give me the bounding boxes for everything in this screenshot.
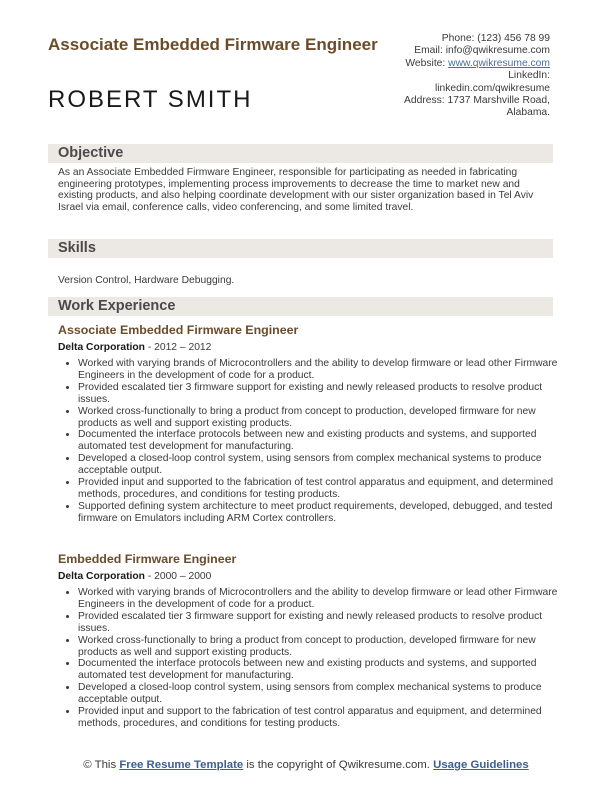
footer-middle: is the copyright of Qwikresume.com. bbox=[243, 759, 434, 771]
job-1-title: Associate Embedded Firmware Engineer bbox=[58, 323, 299, 337]
job-1-company-line bbox=[58, 342, 211, 353]
contact-email bbox=[320, 45, 550, 57]
job-2-title: Embedded Firmware Engineer bbox=[58, 552, 237, 566]
objective-section-header bbox=[48, 144, 553, 163]
address-label: Address: bbox=[404, 95, 445, 107]
skills-text: Version Control, Hardware Debugging. bbox=[58, 275, 235, 286]
list-item: • Worked cross-functionally to bring a product from concept to production, developed firmware for new products as well and support existing products. bbox=[78, 635, 572, 659]
objective-text: As an Associate Embedded Firmware Engineer, responsible for participating as needed in fabricating engineering prototypes, implementing process improvements to decrease the time to market new and existing products, and also helping coordinate development with our sister organization based in Tel Aviv Israel via email, conference calls, video conferencing, and some limited travel. bbox=[58, 167, 534, 213]
website-label: Website: bbox=[405, 57, 446, 69]
list-item: • Developed a closed-loop control system, using sensors from complex mechanical systems to produce acceptable output. bbox=[78, 453, 572, 477]
website-link[interactable]: www.qwikresume.com bbox=[448, 57, 550, 69]
list-item: • Provided input and supported to the fabrication of test control apparatus and equipment, and determined methods, procedures, and conditions for testing products. bbox=[78, 477, 572, 501]
phone-label: Phone: bbox=[441, 33, 475, 44]
job-2-bullets bbox=[58, 587, 572, 730]
skills-heading: Skills bbox=[58, 240, 96, 256]
objective-heading: Objective bbox=[58, 145, 124, 161]
candidate-name: ROBERT SMITH bbox=[48, 86, 253, 113]
job-2-company-line bbox=[58, 571, 211, 582]
usage-guidelines-link[interactable]: Usage Guidelines bbox=[433, 759, 529, 771]
copyright-footer bbox=[48, 758, 564, 772]
linkedin-value: linkedin.com/qwikresume bbox=[434, 82, 550, 94]
list-item: • Provided escalated tier 3 firmware support for existing and newly released products to resolve product issues. bbox=[78, 611, 572, 635]
list-item: • Developed a closed-loop control system, using sensors from complex mechanical systems to produce acceptable output. bbox=[78, 682, 572, 706]
list-item: • Documented the interface protocols between new and existing products and systems, and supported automated test development for manufacturing. bbox=[78, 429, 572, 453]
experience-heading: Work Experience bbox=[58, 298, 176, 314]
list-item: • Supported defining system architecture to meet product requirements, developed, debugged, and tested firmware on Emulators including ARM Cortex controllers. bbox=[78, 501, 572, 525]
email-value: info@qwikresume.com bbox=[445, 45, 550, 57]
job-2-company: Delta Corporation bbox=[58, 571, 145, 582]
skills-section-header bbox=[48, 239, 553, 258]
list-item: • Provided input and support to the fabrication of test control apparatus and equipment, and determined methods, procedures, and conditions for testing products. bbox=[78, 706, 572, 730]
free-resume-template-link[interactable]: Free Resume Template bbox=[119, 759, 244, 771]
contact-address bbox=[320, 95, 550, 107]
address-line2: Alabama. bbox=[506, 107, 550, 119]
contact-website bbox=[320, 58, 550, 70]
phone-value: (123) 456 78 99 bbox=[477, 33, 550, 44]
list-item: • Provided escalated tier 3 firmware support for existing and newly released products to resolve product issues. bbox=[78, 382, 572, 406]
linkedin-label: LinkedIn: bbox=[508, 70, 550, 82]
email-label: Email: bbox=[414, 45, 443, 57]
list-item: • Worked cross-functionally to bring a product from concept to production, developed firmware for new products as well and support existing products. bbox=[78, 406, 572, 430]
list-item: • Worked with varying brands of Microcontrollers and the ability to develop firmware or lead other Firmware Engineers in the development of code for a product. bbox=[78, 358, 572, 382]
job-2-dates: - 2000 – 2000 bbox=[144, 571, 212, 582]
job-1-company: Delta Corporation bbox=[58, 342, 145, 353]
contact-phone bbox=[320, 33, 550, 45]
job-1-bullets bbox=[58, 358, 572, 525]
list-item: • Worked with varying brands of Microcontrollers and the ability to develop firmware or lead other Firmware Engineers in the development of code for a product. bbox=[78, 587, 572, 611]
address-line1: 1737 Marshville Road, bbox=[447, 95, 550, 107]
list-item: • Documented the interface protocols between new and existing products and systems, and supported automated test development for manufacturing. bbox=[78, 658, 572, 682]
contact-block bbox=[320, 33, 550, 120]
job-1-dates: - 2012 – 2012 bbox=[144, 342, 212, 353]
experience-section-header bbox=[48, 297, 553, 316]
job-title: Associate Embedded Firmware Engineer bbox=[48, 35, 378, 54]
footer-prefix: © This bbox=[83, 759, 120, 771]
